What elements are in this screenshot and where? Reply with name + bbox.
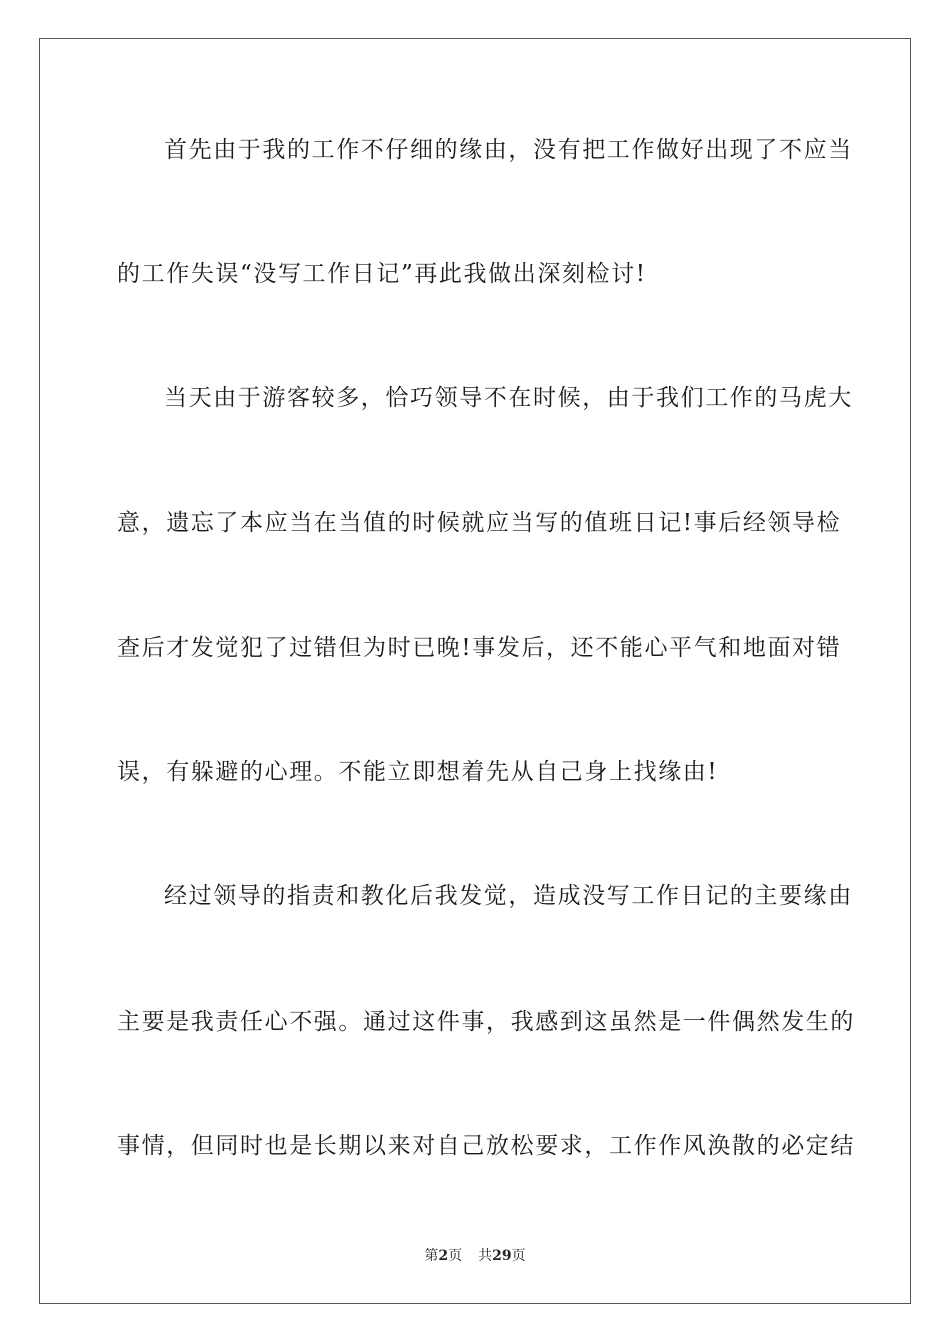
text-line: 经过领导的指责和教化后我发觉，造成没写工作日记的主要缘由 bbox=[164, 883, 853, 909]
text-line: 主要是我责任心不强。通过这件事，我感到这虽然是一件偶然发生的 bbox=[117, 1009, 855, 1035]
text-line: 事情，但同时也是长期以来对自己放松要求，工作作风涣散的必定结 bbox=[117, 1133, 855, 1159]
text-line: 查后才发觉犯了过错但为时已晚!事发后，还不能心平气和地面对错 bbox=[117, 635, 842, 661]
text-line: 的工作失误“没写工作日记”再此我做出深刻检讨! bbox=[117, 261, 647, 287]
page-prefix: 第 bbox=[424, 1248, 439, 1264]
page-border bbox=[39, 38, 911, 1304]
total-pages: 29 bbox=[492, 1248, 512, 1264]
text-line: 误，有躲避的心理。不能立即想着先从自己身上找缘由! bbox=[117, 759, 719, 785]
text-line: 意，遗忘了本应当在当值的时候就应当写的值班日记!事后经领导检 bbox=[117, 510, 842, 536]
total-prefix: 共 bbox=[478, 1248, 493, 1264]
page-footer bbox=[0, 1247, 950, 1265]
total-suffix: 页 bbox=[511, 1248, 526, 1264]
text-line: 当天由于游客较多，恰巧领导不在时候，由于我们工作的马虎大 bbox=[164, 385, 853, 411]
page-suffix: 页 bbox=[448, 1248, 463, 1264]
text-line: 首先由于我的工作不仔细的缘由，没有把工作做好出现了不应当 bbox=[164, 137, 853, 163]
page-number: 2 bbox=[438, 1248, 449, 1264]
